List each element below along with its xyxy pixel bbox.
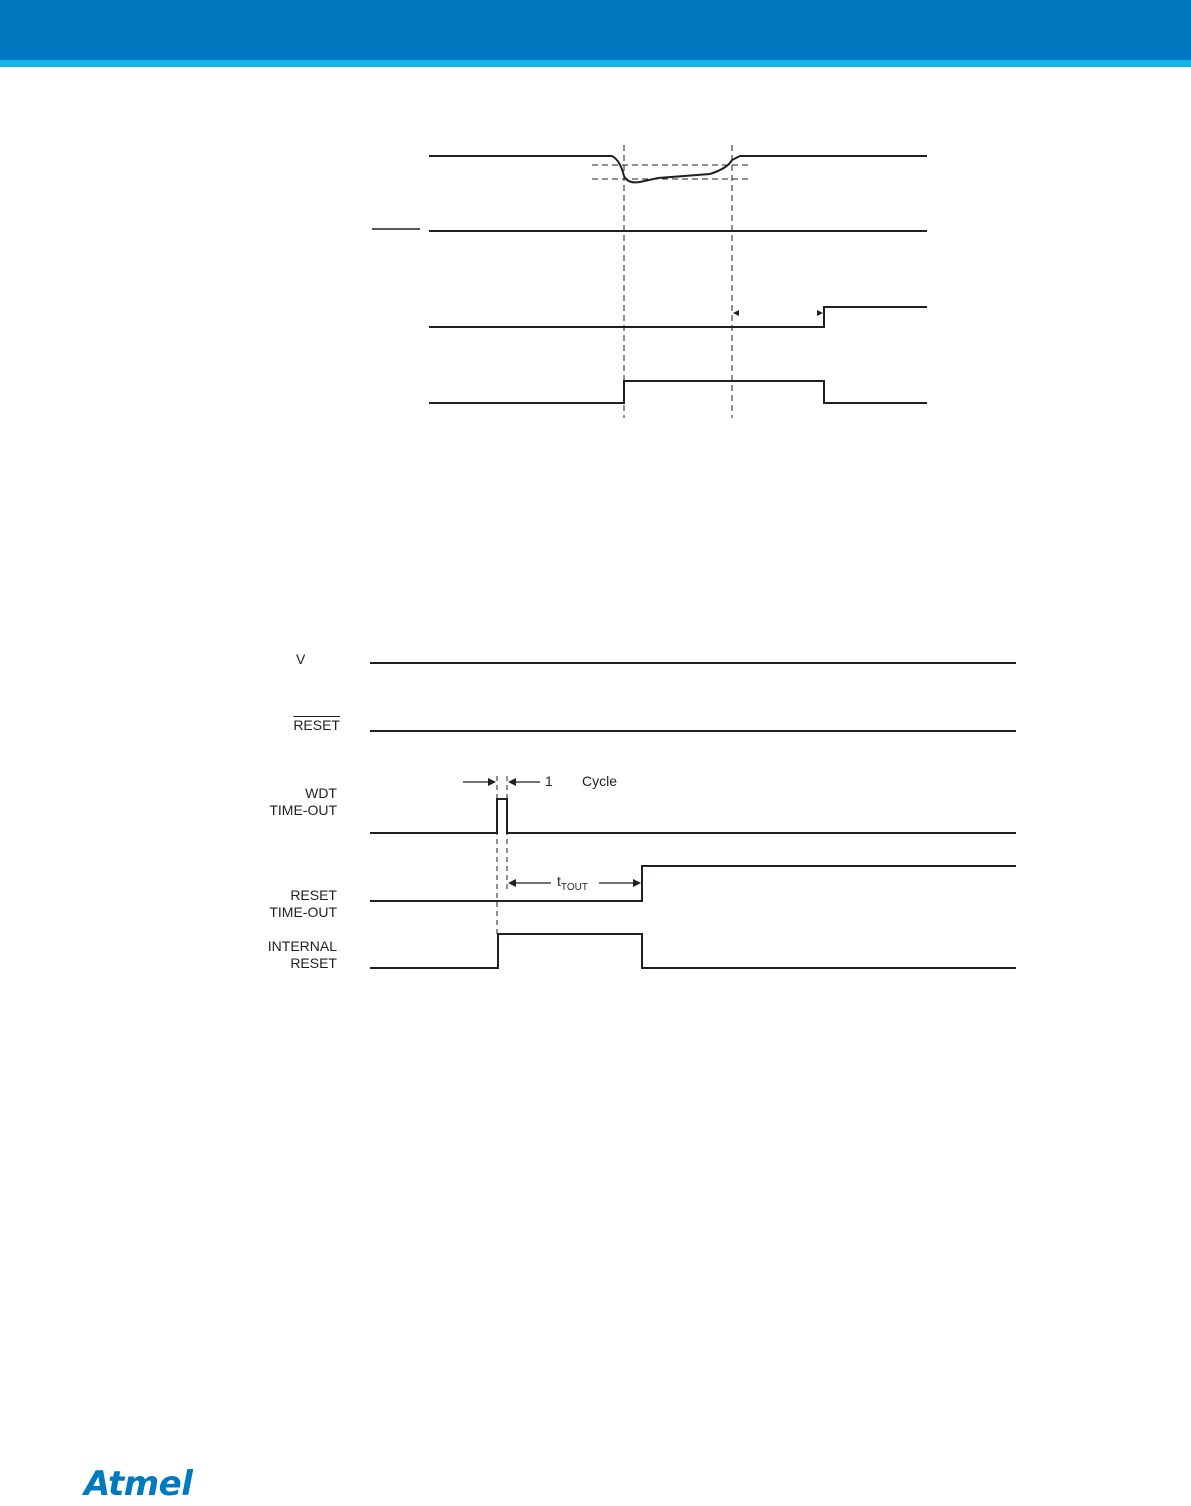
reset-timeout-waveform: [370, 866, 1016, 901]
label-vcc: V: [296, 651, 306, 667]
annotation-ttout: $t_{TOUT}$: [557, 873, 588, 893]
cycle-arrowhead-right: [508, 778, 516, 786]
label-wdt-timeout: WDT TIME-OUT: [269, 785, 337, 818]
ttout-arrowhead-left: [508, 879, 516, 887]
annotation-cycle: Cycle: [582, 773, 618, 789]
internal-reset-waveform: [370, 934, 1016, 968]
cycle-arrowhead-left: [488, 778, 496, 786]
annotation-one: 1: [545, 773, 553, 789]
label-reset-timeout: RESET TIME-OUT: [269, 887, 337, 920]
label-reset: RESET: [293, 717, 340, 733]
ttout-arrowhead-right: [633, 879, 641, 887]
wdt-timeout-waveform: [370, 799, 1016, 833]
atmel-logo: Atmel: [84, 1464, 193, 1504]
label-internal-reset: INTERNAL RESET: [267, 938, 337, 971]
